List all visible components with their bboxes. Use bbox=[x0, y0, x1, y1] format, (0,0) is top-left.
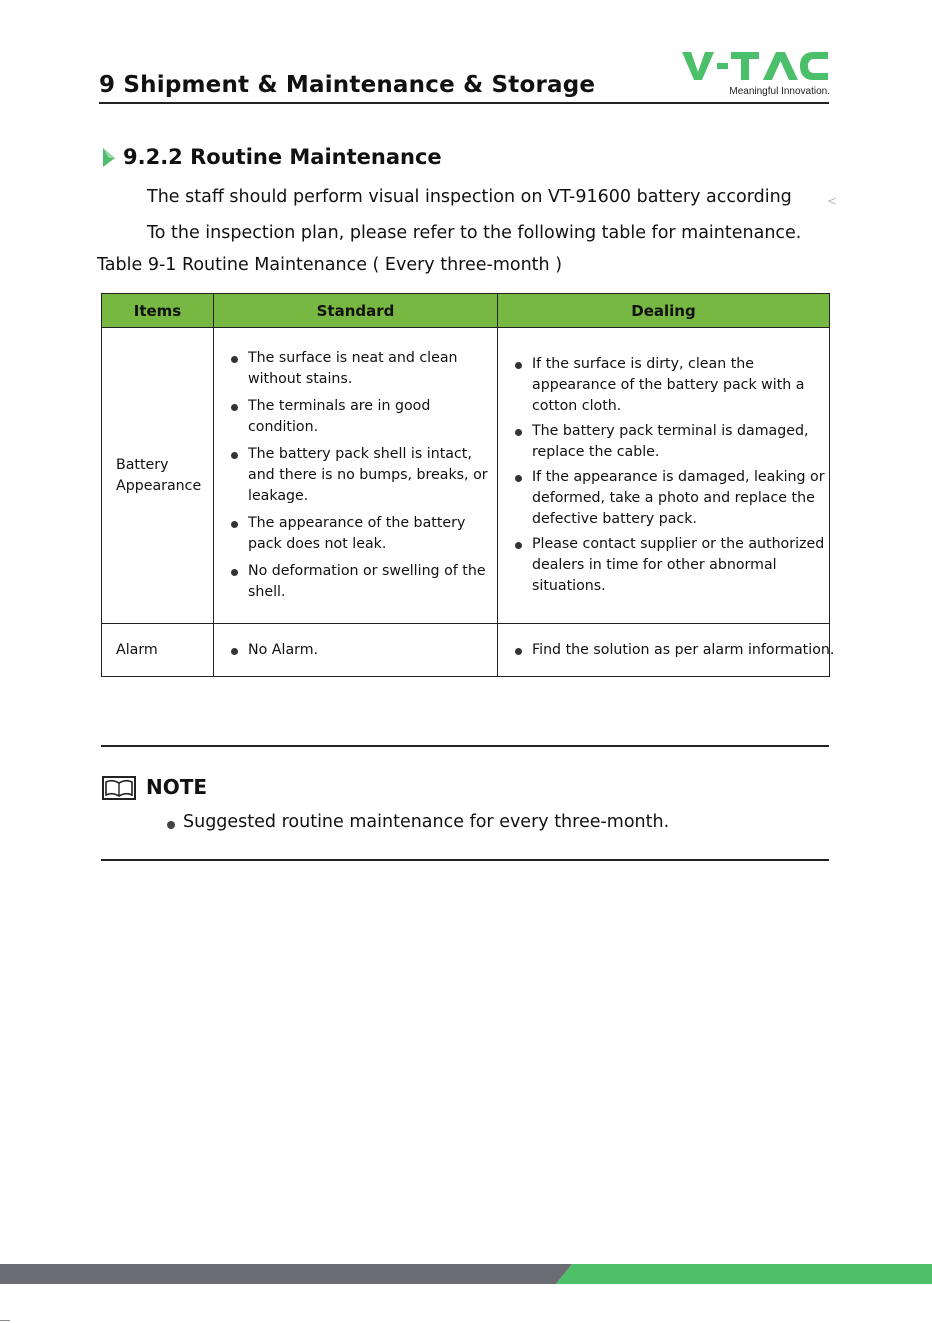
item-cell: Battery Appearance bbox=[102, 328, 214, 624]
column-header-standard: Standard bbox=[214, 294, 498, 328]
dealing-list bbox=[512, 640, 835, 661]
header-rule bbox=[99, 102, 829, 104]
book-icon bbox=[102, 776, 136, 800]
list-item: The appearance of the battery pack does not leak. bbox=[228, 513, 493, 555]
dealing-cell bbox=[498, 624, 835, 677]
standard-cell bbox=[214, 624, 498, 677]
standard-list bbox=[228, 640, 493, 661]
list-item: The terminals are in good condition. bbox=[228, 396, 493, 438]
standard-list bbox=[228, 348, 493, 603]
note-top-rule bbox=[101, 745, 829, 747]
table-header-row bbox=[102, 294, 830, 328]
list-item: If the appearance is damaged, leaking or deformed, take a photo and replace the defective battery pack. bbox=[512, 467, 825, 530]
vtac-logo-mark bbox=[682, 48, 830, 84]
note-bottom-rule bbox=[101, 859, 829, 861]
section-heading-text: 9.2.2 Routine Maintenance bbox=[123, 145, 442, 169]
list-item: Find the solution as per alarm information. bbox=[512, 640, 825, 661]
table-caption: Table 9-1 Routine Maintenance ( Every three-month ) bbox=[97, 255, 563, 275]
list-item: If the surface is dirty, clean the appearance of the battery pack with a cotton cloth. bbox=[512, 354, 825, 417]
side-mark: < bbox=[827, 194, 838, 208]
footer-band bbox=[0, 1264, 932, 1284]
column-header-items: Items bbox=[102, 294, 214, 328]
note-list bbox=[165, 812, 669, 832]
list-item: The battery pack terminal is damaged, replace the cable. bbox=[512, 421, 825, 463]
item-cell: Alarm bbox=[102, 624, 214, 677]
list-item: Suggested routine maintenance for every three-month. bbox=[165, 812, 669, 832]
list-item: Please contact supplier or the authorized dealers in time for other abnormal situations. bbox=[512, 534, 825, 597]
list-item: The battery pack shell is intact, and there is no bumps, breaks, or leakage. bbox=[228, 444, 493, 507]
dealing-list bbox=[512, 354, 825, 597]
corner-mark bbox=[0, 1320, 10, 1321]
chapter-title: 9 Shipment & Maintenance & Storage bbox=[99, 72, 596, 98]
dealing-cell bbox=[498, 328, 830, 624]
note-title: NOTE bbox=[146, 775, 208, 799]
table-row bbox=[102, 624, 830, 677]
logo-tagline: Meaningful Innovation. bbox=[729, 86, 830, 97]
intro-paragraph-2: To the inspection plan, please refer to the following table for maintenance. bbox=[147, 223, 802, 243]
section-bullet-icon bbox=[101, 146, 117, 168]
vtac-logo bbox=[682, 48, 830, 100]
standard-cell bbox=[214, 328, 498, 624]
intro-paragraph-1: The staff should perform visual inspection on VT-91600 battery according bbox=[147, 187, 792, 207]
column-header-dealing: Dealing bbox=[498, 294, 830, 328]
maintenance-table bbox=[101, 293, 835, 677]
list-item: No Alarm. bbox=[228, 640, 493, 661]
list-item: No deformation or swelling of the shell. bbox=[228, 561, 493, 603]
list-item: The surface is neat and clean without stains. bbox=[228, 348, 493, 390]
section-heading bbox=[101, 145, 442, 169]
table-row bbox=[102, 328, 830, 624]
